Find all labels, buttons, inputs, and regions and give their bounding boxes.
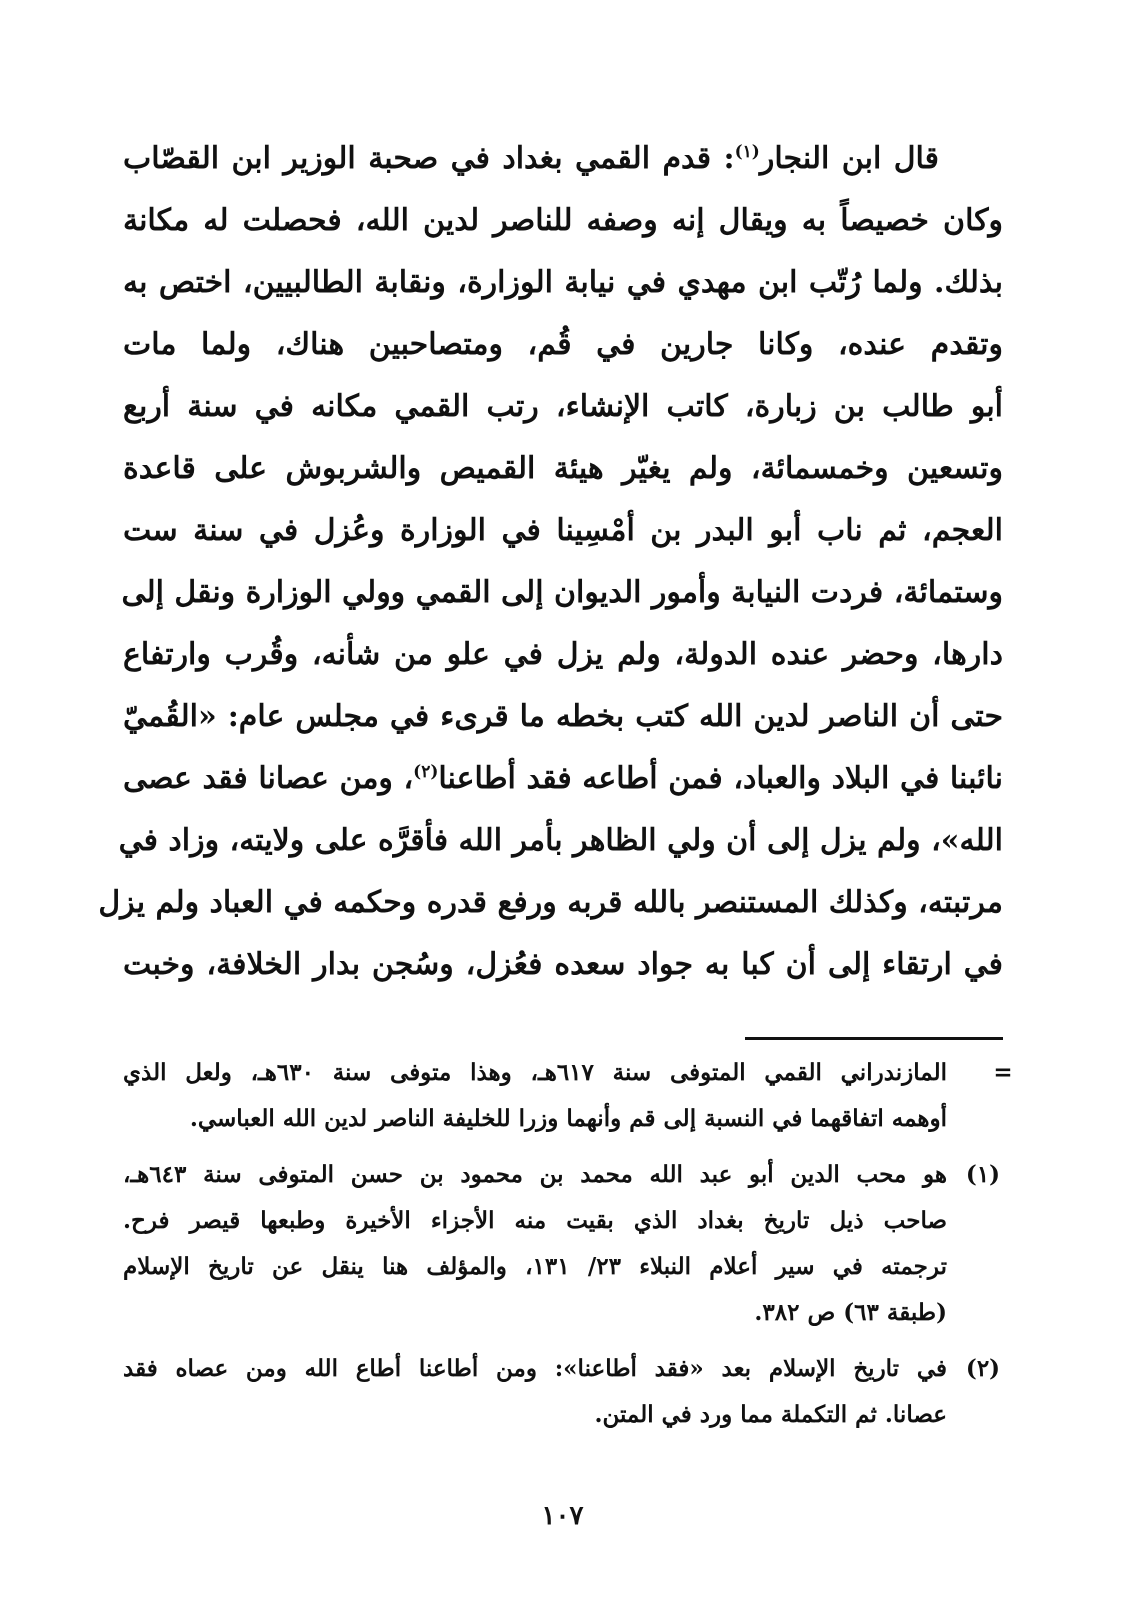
text-line: حتى أن الناصر لدين الله كتب بخطه ما قرىء في مجلس عام: «القُميّ: [123, 699, 1003, 734]
text-line: العجم، ثم ناب أبو البدر بن أمْسِينا في الوزارة وعُزل في سنة ست: [123, 513, 1003, 548]
footnote-line: أوهمه اتفاقهما في النسبة إلى قم وأنهما وزرا للخليفة الناصر لدين الله العباسي.: [189, 1105, 947, 1132]
text-line: دارها، وحضر عنده الدولة، ولم يزل في علو من شأنه، وقُرب وارتفاع: [123, 637, 1003, 672]
text-line: [123, 748, 1003, 810]
footnote-1: [123, 1152, 1003, 1336]
text-line: وكان خصيصاً به ويقال إنه وصفه للناصر لدين الله، فحصلت له مكانة: [123, 203, 1003, 238]
footnote-line: (طبقة ٦٣) ص ٣٨٢.: [754, 1299, 947, 1326]
footnote-ref[interactable]: (٢): [413, 762, 439, 782]
text-line: [123, 128, 1003, 190]
page-number: ١٠٧: [541, 1501, 584, 1531]
text-line: أبو طالب بن زبارة، كاتب الإنشاء، رتب القمي مكانه في سنة أربع: [123, 389, 1003, 424]
text-line: وتقدم عنده، وكانا جارين في قُم، ومتصاحبين هناك، ولما مات: [123, 327, 1003, 362]
footnote-continuation: [123, 1050, 1013, 1142]
footnote-separator: [745, 1037, 1003, 1040]
text-line: وستمائة، فردت النيابة وأمور الديوان إلى القمي وولي الوزارة ونقل إلى: [121, 575, 1003, 610]
footnotes: [123, 1050, 1013, 1438]
text-segment: ، ومن عصانا فقد عصى: [123, 761, 414, 796]
footnote-line: في تاريخ الإسلام بعد «فقد أطاعنا»: ومن أطاعنا أطاع الله ومن عصاه فقد: [123, 1355, 947, 1382]
footnote-ref[interactable]: (١): [734, 142, 760, 162]
text-line: بذلك. ولما رُتّب ابن مهدي في نيابة الوزارة، ونقابة الطالبيين، اختص به: [123, 265, 1003, 300]
footnote-marker: (٢): [965, 1355, 1001, 1382]
footnote-line: عصانا. ثم التكملة مما ورد في المتن.: [594, 1401, 947, 1428]
footnote-line: المازندراني القمي المتوفى سنة ٦١٧هـ، وهذا متوفى سنة ٦٣٠هـ، ولعل الذي: [123, 1059, 947, 1086]
text-line: وتسعين وخمسمائة، ولم يغيّر هيئة القميص والشربوش على قاعدة: [123, 451, 1003, 486]
text-segment: قال ابن النجار: [759, 141, 940, 176]
footnote-marker: =: [993, 1059, 1013, 1086]
main-text: [98, 128, 1003, 996]
text-line: مرتبته، وكذلك المستنصر بالله قربه ورفع قدره وحكمه في العباد ولم يزل: [98, 885, 1003, 920]
footnote-line: هو محب الدين أبو عبد الله محمد بن محمود بن حسن المتوفى سنة ٦٤٣هـ،: [123, 1161, 947, 1188]
text-line: في ارتقاء إلى أن كبا به جواد سعده فعُزل، وسُجن بدار الخلافة، وخبت: [123, 947, 1003, 982]
text-segment: : قدم القمي بغداد في صحبة الوزير ابن القصّاب: [123, 141, 735, 176]
footnote-marker: (١): [965, 1161, 1001, 1188]
footnote-line: ترجمته في سير أعلام النبلاء ٢٣/ ١٣١، والمؤلف هنا ينقل عن تاريخ الإسلام: [123, 1253, 947, 1280]
text-line: الله»، ولم يزل إلى أن ولي الظاهر بأمر الله فأقرَّه على ولايته، وزاد في: [118, 823, 1003, 858]
footnote-line: صاحب ذيل تاريخ بغداد الذي بقيت منه الأجزاء الأخيرة وطبعها قيصر فرح.: [123, 1207, 947, 1234]
text-segment: نائبنا في البلاد والعباد، فمن أطاعه فقد أطاعنا: [438, 761, 1003, 796]
footnote-2: [123, 1346, 1003, 1438]
